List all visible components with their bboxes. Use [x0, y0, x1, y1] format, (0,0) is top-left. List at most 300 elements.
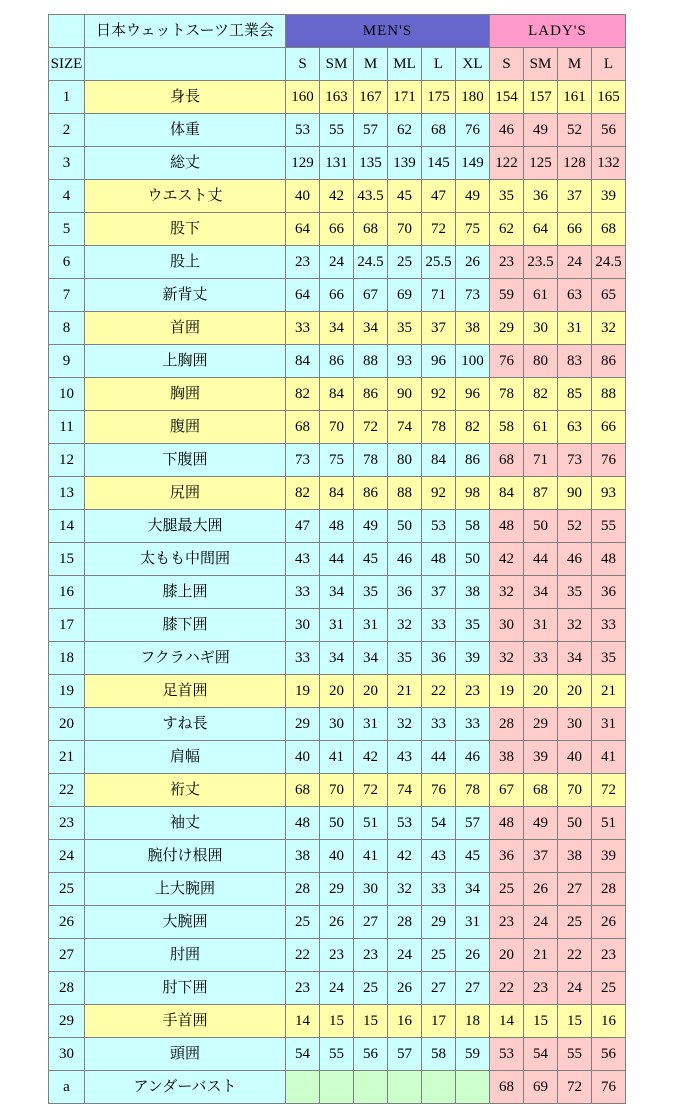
table-row [49, 873, 626, 906]
cell-mens-l: 53 [422, 510, 456, 543]
cell-mens-m: 135 [354, 147, 388, 180]
cell-mens-ml: 36 [388, 576, 422, 609]
cell-mens-m: 49 [354, 510, 388, 543]
cell-ladys-sm: 49 [524, 114, 558, 147]
table-row [49, 312, 626, 345]
cell-mens-ml: 25 [388, 246, 422, 279]
cell-ladys-s: 14 [490, 1005, 524, 1038]
size-chart-page [0, 14, 688, 1104]
col-ladys-sm: SM [524, 48, 558, 81]
cell-ladys-m: 24 [558, 972, 592, 1005]
cell-mens-s: 53 [286, 114, 320, 147]
cell-mens-sm: 26 [320, 906, 354, 939]
cell-ladys-l: 32 [592, 312, 626, 345]
cell-mens-s: 129 [286, 147, 320, 180]
cell-ladys-m: 38 [558, 840, 592, 873]
row-number: 16 [49, 576, 85, 609]
cell-mens-s: 73 [286, 444, 320, 477]
cell-ladys-s: 36 [490, 840, 524, 873]
cell-ladys-m: 15 [558, 1005, 592, 1038]
cell-ladys-m: 50 [558, 807, 592, 840]
cell-mens-l: 54 [422, 807, 456, 840]
cell-mens-xl: 35 [456, 609, 490, 642]
cell-mens-m: 72 [354, 411, 388, 444]
cell-ladys-sm: 44 [524, 543, 558, 576]
cell-ladys-s: 67 [490, 774, 524, 807]
cell-ladys-sm: 125 [524, 147, 558, 180]
cell-ladys-l: 36 [592, 576, 626, 609]
table-row [49, 444, 626, 477]
row-label: 下腹囲 [85, 444, 286, 477]
cell-mens-xl: 46 [456, 741, 490, 774]
cell-ladys-s: 48 [490, 807, 524, 840]
cell-ladys-m: 24 [558, 246, 592, 279]
cell-ladys-s: 122 [490, 147, 524, 180]
cell-mens-m: 27 [354, 906, 388, 939]
cell-mens-l: 96 [422, 345, 456, 378]
cell-ladys-s: 53 [490, 1038, 524, 1071]
cell-ladys-sm: 71 [524, 444, 558, 477]
cell-mens-xl: 82 [456, 411, 490, 444]
table-row [49, 81, 626, 114]
cell-ladys-s: 78 [490, 378, 524, 411]
cell-mens-xl: 39 [456, 642, 490, 675]
row-number: 9 [49, 345, 85, 378]
cell-mens-ml: 171 [388, 81, 422, 114]
cell-mens-l: 92 [422, 378, 456, 411]
cell-mens-s: 30 [286, 609, 320, 642]
cell-mens-sm: 66 [320, 213, 354, 246]
table-row [49, 642, 626, 675]
cell-ladys-sm: 82 [524, 378, 558, 411]
cell-mens-m: 31 [354, 609, 388, 642]
wetsuit-size-table [48, 14, 626, 1104]
cell-mens-xl: 78 [456, 774, 490, 807]
row-number: 21 [49, 741, 85, 774]
cell-mens-m: 24.5 [354, 246, 388, 279]
table-row [49, 510, 626, 543]
row-number: 5 [49, 213, 85, 246]
cell-mens-ml: 46 [388, 543, 422, 576]
row-label: 太もも中間囲 [85, 543, 286, 576]
cell-mens-ml: 28 [388, 906, 422, 939]
cell-mens-xl: 149 [456, 147, 490, 180]
table-row [49, 345, 626, 378]
cell-mens-l: 25 [422, 939, 456, 972]
cell-mens-m: 51 [354, 807, 388, 840]
cell-mens-xl: 180 [456, 81, 490, 114]
cell-ladys-s: 32 [490, 576, 524, 609]
cell-mens-sm: 29 [320, 873, 354, 906]
cell-mens-s: 19 [286, 675, 320, 708]
cell-mens-m: 42 [354, 741, 388, 774]
cell-ladys-m: 128 [558, 147, 592, 180]
row-number: 24 [49, 840, 85, 873]
cell-mens-s: 48 [286, 807, 320, 840]
col-mens-xl: XL [456, 48, 490, 81]
cell-mens-l: 27 [422, 972, 456, 1005]
table-row [49, 246, 626, 279]
cell-mens-l: 78 [422, 411, 456, 444]
row-label: ウエスト丈 [85, 180, 286, 213]
row-number: 22 [49, 774, 85, 807]
row-number: 15 [49, 543, 85, 576]
cell-ladys-l: 76 [592, 444, 626, 477]
row-label: 大腕囲 [85, 906, 286, 939]
cell-ladys-s: 32 [490, 642, 524, 675]
cell-mens-xl: 33 [456, 708, 490, 741]
cell-mens-xl: 98 [456, 477, 490, 510]
cell-mens-s: 40 [286, 180, 320, 213]
cell-mens-xl: 31 [456, 906, 490, 939]
cell-ladys-s: 20 [490, 939, 524, 972]
cell-ladys-s: 29 [490, 312, 524, 345]
cell-ladys-l: 35 [592, 642, 626, 675]
cell-mens-l: 25.5 [422, 246, 456, 279]
cell-ladys-l: 26 [592, 906, 626, 939]
cell-mens-ml: 24 [388, 939, 422, 972]
row-number: 28 [49, 972, 85, 1005]
cell-mens-m: 43.5 [354, 180, 388, 213]
cell-mens-m: 56 [354, 1038, 388, 1071]
row-number: 12 [49, 444, 85, 477]
cell-mens-s: 28 [286, 873, 320, 906]
cell-mens-ml: 50 [388, 510, 422, 543]
cell-mens-m: 167 [354, 81, 388, 114]
row-label: 大腿最大囲 [85, 510, 286, 543]
cell-ladys-m: 22 [558, 939, 592, 972]
cell-mens-l: 29 [422, 906, 456, 939]
cell-mens-ml: 21 [388, 675, 422, 708]
cell-ladys-l: 56 [592, 1038, 626, 1071]
cell-mens-m: 45 [354, 543, 388, 576]
row-number: 1 [49, 81, 85, 114]
cell-mens-l: 175 [422, 81, 456, 114]
cell-mens-m: 34 [354, 642, 388, 675]
cell-ladys-m: 40 [558, 741, 592, 774]
cell-mens-s: 64 [286, 279, 320, 312]
col-mens-s: S [286, 48, 320, 81]
cell-ladys-m: 34 [558, 642, 592, 675]
cell-ladys-sm: 20 [524, 675, 558, 708]
cell-ladys-s: 48 [490, 510, 524, 543]
cell-mens-xl: 26 [456, 939, 490, 972]
cell-ladys-m: 73 [558, 444, 592, 477]
cell-mens-sm: 41 [320, 741, 354, 774]
cell-mens-xl: 45 [456, 840, 490, 873]
organization-title: 日本ウェットスーツ工業会 [85, 15, 286, 48]
cell-ladys-m: 66 [558, 213, 592, 246]
cell-ladys-m: 52 [558, 114, 592, 147]
cell-mens-s: 33 [286, 312, 320, 345]
cell-ladys-m: 35 [558, 576, 592, 609]
cell-ladys-sm: 30 [524, 312, 558, 345]
size-label-cell: SIZE [49, 48, 85, 81]
cell-mens-l: 145 [422, 147, 456, 180]
cell-ladys-l: 23 [592, 939, 626, 972]
cell-mens-ml: 32 [388, 873, 422, 906]
table-row [49, 972, 626, 1005]
cell-ladys-sm: 26 [524, 873, 558, 906]
cell-ladys-l: 72 [592, 774, 626, 807]
cell-mens-xl: 100 [456, 345, 490, 378]
cell-mens-l: 33 [422, 708, 456, 741]
cell-mens-ml: 26 [388, 972, 422, 1005]
row-number: 13 [49, 477, 85, 510]
row-number: 30 [49, 1038, 85, 1071]
cell-mens-s: 68 [286, 774, 320, 807]
cell-ladys-sm: 31 [524, 609, 558, 642]
row-label: 足首囲 [85, 675, 286, 708]
cell-ladys-sm: 36 [524, 180, 558, 213]
row-label: 手首囲 [85, 1005, 286, 1038]
cell-mens-l: 33 [422, 873, 456, 906]
subheader-blank [85, 48, 286, 81]
cell-mens-ml: 45 [388, 180, 422, 213]
cell-ladys-l: 39 [592, 840, 626, 873]
cell-mens-sm: 66 [320, 279, 354, 312]
table-row [49, 180, 626, 213]
cell-mens-xl: 27 [456, 972, 490, 1005]
cell-mens-m: 88 [354, 345, 388, 378]
cell-mens-ml: 32 [388, 609, 422, 642]
cell-mens-ml: 90 [388, 378, 422, 411]
cell-mens-s [286, 1071, 320, 1104]
cell-mens-sm: 42 [320, 180, 354, 213]
cell-mens-m: 68 [354, 213, 388, 246]
cell-mens-l: 47 [422, 180, 456, 213]
cell-mens-m: 57 [354, 114, 388, 147]
cell-mens-ml [388, 1071, 422, 1104]
cell-mens-xl: 38 [456, 576, 490, 609]
cell-mens-l: 71 [422, 279, 456, 312]
row-number: 8 [49, 312, 85, 345]
cell-ladys-sm: 29 [524, 708, 558, 741]
table-row [49, 741, 626, 774]
col-mens-ml: ML [388, 48, 422, 81]
table-row [49, 906, 626, 939]
cell-mens-xl: 58 [456, 510, 490, 543]
cell-mens-xl: 23 [456, 675, 490, 708]
cell-ladys-m: 63 [558, 411, 592, 444]
cell-ladys-sm: 37 [524, 840, 558, 873]
table-subheader-row [49, 48, 626, 81]
cell-mens-xl: 59 [456, 1038, 490, 1071]
cell-ladys-l: 28 [592, 873, 626, 906]
cell-ladys-s: 58 [490, 411, 524, 444]
cell-ladys-s: 59 [490, 279, 524, 312]
cell-mens-s: 54 [286, 1038, 320, 1071]
cell-ladys-s: 28 [490, 708, 524, 741]
col-mens-sm: SM [320, 48, 354, 81]
table-row [49, 543, 626, 576]
row-label: 上胸囲 [85, 345, 286, 378]
cell-mens-s: 14 [286, 1005, 320, 1038]
cell-mens-m: 23 [354, 939, 388, 972]
cell-mens-m: 86 [354, 477, 388, 510]
table-row [49, 378, 626, 411]
col-ladys-s: S [490, 48, 524, 81]
cell-mens-l: 76 [422, 774, 456, 807]
row-label: 袖丈 [85, 807, 286, 840]
cell-ladys-m: 55 [558, 1038, 592, 1071]
row-number: 2 [49, 114, 85, 147]
cell-mens-m: 41 [354, 840, 388, 873]
cell-ladys-sm: 64 [524, 213, 558, 246]
table-row [49, 1071, 626, 1104]
cell-mens-sm: 84 [320, 477, 354, 510]
cell-mens-s: 47 [286, 510, 320, 543]
cell-ladys-l: 55 [592, 510, 626, 543]
cell-mens-l: 48 [422, 543, 456, 576]
cell-mens-m: 30 [354, 873, 388, 906]
cell-mens-sm: 31 [320, 609, 354, 642]
row-label: 腹囲 [85, 411, 286, 444]
cell-mens-xl: 38 [456, 312, 490, 345]
row-label: 身長 [85, 81, 286, 114]
cell-mens-sm: 34 [320, 576, 354, 609]
cell-ladys-l: 93 [592, 477, 626, 510]
cell-mens-sm: 15 [320, 1005, 354, 1038]
cell-ladys-sm: 68 [524, 774, 558, 807]
cell-mens-ml: 80 [388, 444, 422, 477]
cell-mens-sm: 20 [320, 675, 354, 708]
row-number: 3 [49, 147, 85, 180]
cell-mens-l: 68 [422, 114, 456, 147]
cell-mens-s: 82 [286, 378, 320, 411]
cell-ladys-m: 72 [558, 1071, 592, 1104]
cell-mens-l: 58 [422, 1038, 456, 1071]
cell-mens-ml: 32 [388, 708, 422, 741]
row-label: 股下 [85, 213, 286, 246]
cell-mens-ml: 62 [388, 114, 422, 147]
table-row [49, 939, 626, 972]
row-number: 23 [49, 807, 85, 840]
row-number: 11 [49, 411, 85, 444]
cell-mens-sm: 55 [320, 114, 354, 147]
row-number: 17 [49, 609, 85, 642]
cell-mens-l: 17 [422, 1005, 456, 1038]
row-label: 股上 [85, 246, 286, 279]
cell-ladys-sm: 61 [524, 279, 558, 312]
cell-ladys-l: 25 [592, 972, 626, 1005]
row-number: 27 [49, 939, 85, 972]
cell-ladys-m: 32 [558, 609, 592, 642]
cell-mens-ml: 35 [388, 312, 422, 345]
cell-mens-l: 33 [422, 609, 456, 642]
row-label: 新背丈 [85, 279, 286, 312]
cell-mens-xl: 57 [456, 807, 490, 840]
row-number: a [49, 1071, 85, 1104]
cell-mens-ml: 57 [388, 1038, 422, 1071]
cell-ladys-l: 48 [592, 543, 626, 576]
cell-mens-m: 34 [354, 312, 388, 345]
row-number: 6 [49, 246, 85, 279]
cell-ladys-l: 132 [592, 147, 626, 180]
table-row [49, 147, 626, 180]
cell-mens-ml: 70 [388, 213, 422, 246]
col-ladys-m: M [558, 48, 592, 81]
table-row [49, 1005, 626, 1038]
cell-ladys-m: 52 [558, 510, 592, 543]
cell-mens-s: 33 [286, 576, 320, 609]
table-row [49, 708, 626, 741]
row-number: 29 [49, 1005, 85, 1038]
col-ladys-l: L [592, 48, 626, 81]
cell-mens-sm: 24 [320, 246, 354, 279]
cell-mens-sm: 44 [320, 543, 354, 576]
row-label: 膝下囲 [85, 609, 286, 642]
row-label: 総丈 [85, 147, 286, 180]
cell-mens-s: 29 [286, 708, 320, 741]
cell-ladys-m: 90 [558, 477, 592, 510]
cell-mens-m: 31 [354, 708, 388, 741]
cell-ladys-l: 56 [592, 114, 626, 147]
cell-ladys-s: 76 [490, 345, 524, 378]
cell-mens-sm: 70 [320, 774, 354, 807]
cell-ladys-l: 33 [592, 609, 626, 642]
row-number: 25 [49, 873, 85, 906]
cell-mens-l: 44 [422, 741, 456, 774]
cell-mens-sm: 24 [320, 972, 354, 1005]
row-number: 7 [49, 279, 85, 312]
row-number: 20 [49, 708, 85, 741]
cell-mens-l: 84 [422, 444, 456, 477]
cell-ladys-s: 30 [490, 609, 524, 642]
cell-mens-l: 92 [422, 477, 456, 510]
row-number: 14 [49, 510, 85, 543]
table-row [49, 675, 626, 708]
cell-ladys-l: 39 [592, 180, 626, 213]
cell-ladys-s: 42 [490, 543, 524, 576]
row-label: 上大腕囲 [85, 873, 286, 906]
row-label: すね長 [85, 708, 286, 741]
cell-mens-ml: 43 [388, 741, 422, 774]
row-number: 10 [49, 378, 85, 411]
cell-mens-sm: 50 [320, 807, 354, 840]
cell-mens-xl: 50 [456, 543, 490, 576]
table-row [49, 279, 626, 312]
table-row [49, 114, 626, 147]
cell-ladys-s: 19 [490, 675, 524, 708]
cell-mens-s: 64 [286, 213, 320, 246]
row-label: 頭囲 [85, 1038, 286, 1071]
cell-ladys-sm: 87 [524, 477, 558, 510]
table-row [49, 774, 626, 807]
cell-ladys-l: 66 [592, 411, 626, 444]
table-row [49, 609, 626, 642]
cell-ladys-l: 31 [592, 708, 626, 741]
cell-ladys-s: 23 [490, 246, 524, 279]
cell-ladys-s: 62 [490, 213, 524, 246]
cell-ladys-sm: 33 [524, 642, 558, 675]
cell-mens-sm: 163 [320, 81, 354, 114]
table-row [49, 807, 626, 840]
cell-mens-s: 25 [286, 906, 320, 939]
cell-mens-xl: 76 [456, 114, 490, 147]
row-number: 4 [49, 180, 85, 213]
cell-ladys-sm: 24 [524, 906, 558, 939]
cell-mens-sm: 84 [320, 378, 354, 411]
row-label: 肘下囲 [85, 972, 286, 1005]
cell-ladys-m: 46 [558, 543, 592, 576]
cell-mens-sm: 34 [320, 312, 354, 345]
table-row [49, 576, 626, 609]
cell-mens-xl: 34 [456, 873, 490, 906]
cell-mens-l: 37 [422, 576, 456, 609]
row-label: 裄丈 [85, 774, 286, 807]
cell-ladys-s: 68 [490, 444, 524, 477]
